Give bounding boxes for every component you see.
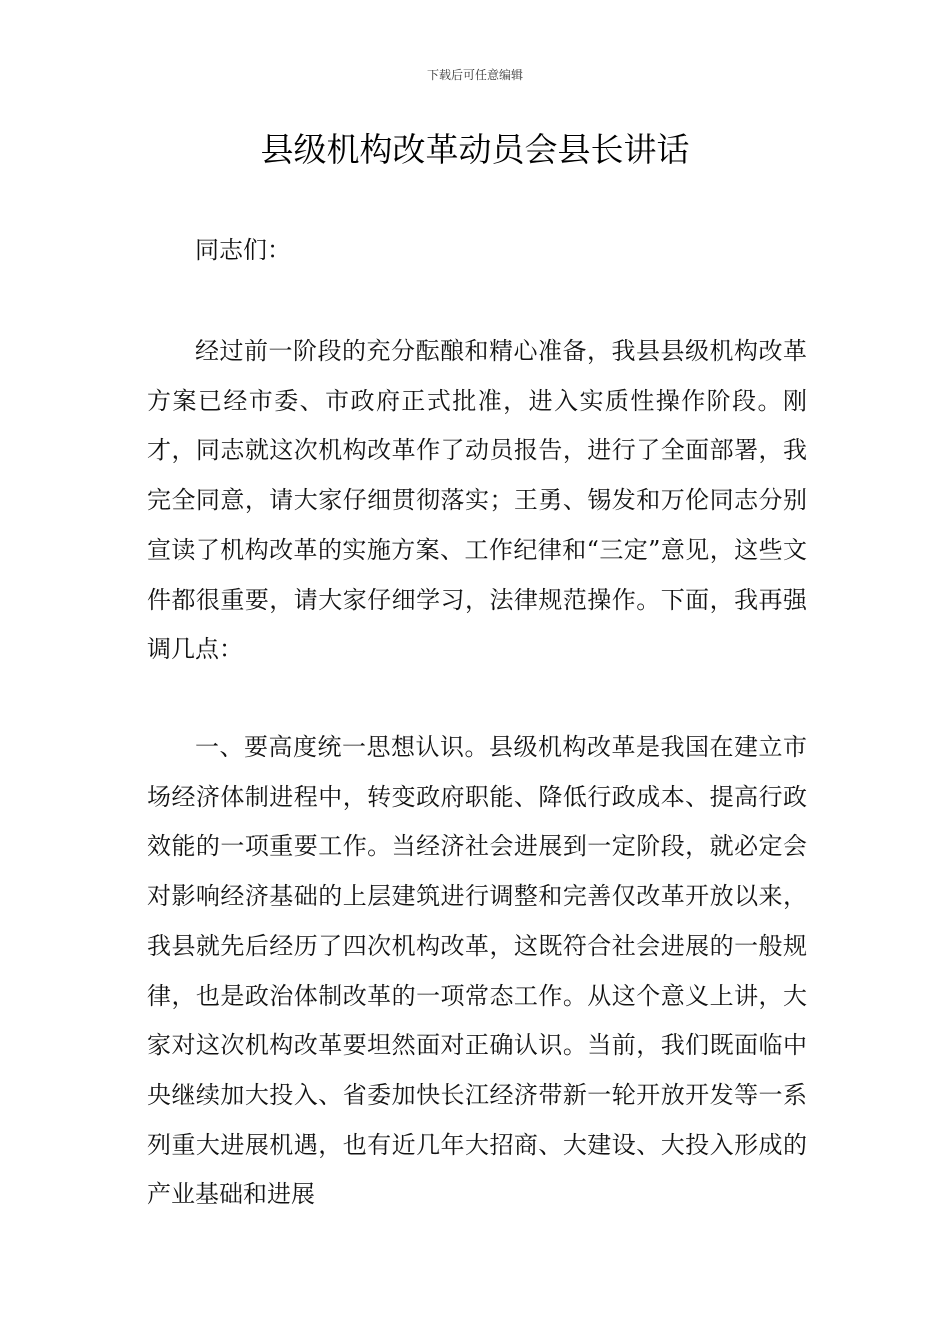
document-title: 县级机构改革动员会县长讲话 bbox=[260, 130, 690, 169]
salutation: 同志们： bbox=[195, 236, 291, 264]
body-paragraph-2: 一、要高度统一思想认识。县级机构改革是我国在建立市场经济体制进程中，转变政府职能、降低行政成本、提高行政效能的一项重要工作。当经济社会进展到一定阶段，就必定会对影响经济基础的上层建筑进行调整和完善仅改革开放以来，我县就先后经历了四次机构改革，这既符合社会进展的一般规律，也是政治体制改革的一项常态工作。从这个意义上讲，大家对这次机构改革要坦然面对正确认识。当前，我们既面临中央继续加大投入、省委加快长江经济带新一轮开放开发等一系列重大进展机遇，也有近几年大招商、大建设、大投入形成的产业基础和进展 bbox=[147, 733, 807, 1209]
body-paragraph-1: 经过前一阶段的充分酝酿和精心准备，我县县级机构改革方案已经市委、市政府正式批准，进入实质性操作阶段。刚才，同志就这次机构改革作了动员报告，进行了全面部署，我完全同意，请大家仔细贯彻落实；王勇、锡发和万伦同志分别宣读了机构改革的实施方案、工作纪律和“三定”意见，这些文件都很重要，请大家仔细学习，法律规范操作。下面，我再强调几点： bbox=[147, 337, 807, 664]
page-header-note: 下载后可任意编辑 bbox=[426, 68, 523, 82]
